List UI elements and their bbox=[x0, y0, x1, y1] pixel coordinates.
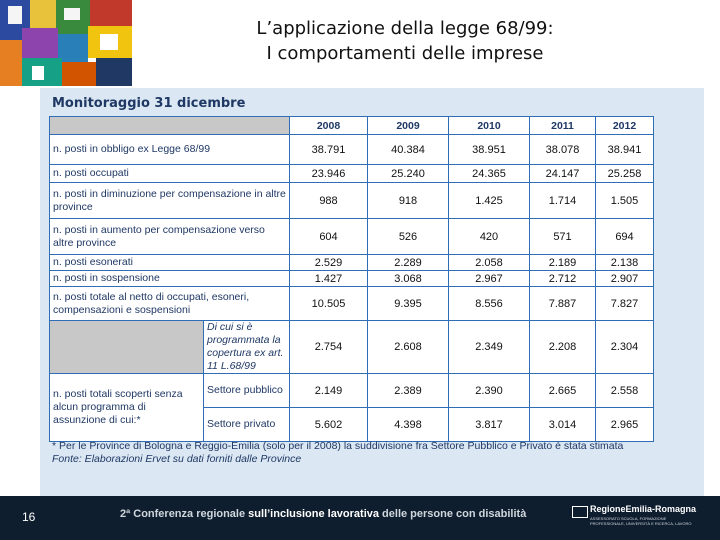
cell-value: 2.965 bbox=[596, 408, 654, 442]
gray-cell bbox=[50, 321, 204, 374]
year-header: 2009 bbox=[368, 117, 449, 135]
conference-prefix: 2ª Conferenza regionale bbox=[120, 508, 249, 520]
cell-value: 526 bbox=[368, 219, 449, 255]
cell-value: 2.558 bbox=[596, 374, 654, 408]
cell-value: 38.791 bbox=[290, 135, 368, 165]
cell-value: 2.529 bbox=[290, 255, 368, 271]
cell-value: 2.304 bbox=[596, 321, 654, 374]
cell-value: 1.714 bbox=[530, 183, 596, 219]
cell-value: 2.967 bbox=[449, 271, 530, 287]
conference-highlight: sull’inclusione lavorativa bbox=[248, 508, 379, 520]
row-label: n. posti in aumento per compensazione verso altre province bbox=[50, 219, 290, 255]
cell-value: 10.505 bbox=[290, 287, 368, 321]
cell-value: 25.258 bbox=[596, 165, 654, 183]
footnote: * Per le Province di Bologna e Reggio-Emilia (solo per il 2008) la suddivisione fra Settore Pubblico e Privato è stata stimata bbox=[52, 440, 624, 452]
cell-value: 420 bbox=[449, 219, 530, 255]
cell-value: 1.425 bbox=[449, 183, 530, 219]
header-row bbox=[50, 117, 654, 135]
year-header: 2008 bbox=[290, 117, 368, 135]
cell-value: 5.602 bbox=[290, 408, 368, 442]
table-row bbox=[50, 271, 654, 287]
cell-value: 9.395 bbox=[368, 287, 449, 321]
cell-value: 604 bbox=[290, 219, 368, 255]
year-header: 2012 bbox=[596, 117, 654, 135]
cell-value: 2.289 bbox=[368, 255, 449, 271]
cell-value: 2.390 bbox=[449, 374, 530, 408]
source-note: Fonte: Elaborazioni Ervet su dati forniti dalle Province bbox=[52, 453, 302, 465]
cell-value: 2.349 bbox=[449, 321, 530, 374]
table-row bbox=[50, 219, 654, 255]
table-row bbox=[50, 374, 654, 408]
page-title bbox=[180, 16, 630, 66]
cell-value: 2.149 bbox=[290, 374, 368, 408]
cell-value: 2.665 bbox=[530, 374, 596, 408]
cell-value: 2.389 bbox=[368, 374, 449, 408]
region-logo-subtext: ASSESSORATO SCUOLA, FORMAZIONE PROFESSIONALE, UNIVERSITÀ E RICERCA, LAVORO bbox=[590, 516, 692, 526]
cell-value: 8.556 bbox=[449, 287, 530, 321]
table-row bbox=[50, 135, 654, 165]
cell-value: 38.078 bbox=[530, 135, 596, 165]
row-label: Di cui si è programmata la copertura ex art. 11 L.68/99 bbox=[204, 321, 290, 374]
cell-value: 2.208 bbox=[530, 321, 596, 374]
conference-title bbox=[120, 508, 526, 520]
row-label: n. posti esonerati bbox=[50, 255, 290, 271]
page-number: 16 bbox=[22, 510, 36, 524]
cell-value: 40.384 bbox=[368, 135, 449, 165]
cell-value: 24.365 bbox=[449, 165, 530, 183]
table-row bbox=[50, 255, 654, 271]
table-row bbox=[50, 287, 654, 321]
cell-value: 694 bbox=[596, 219, 654, 255]
cell-value: 25.240 bbox=[368, 165, 449, 183]
cell-value: 2.907 bbox=[596, 271, 654, 287]
cell-value: 1.427 bbox=[290, 271, 368, 287]
region-logo-icon bbox=[572, 506, 588, 518]
monitoring-table bbox=[49, 116, 654, 442]
sector-label: Settore privato bbox=[204, 408, 290, 442]
table-row bbox=[50, 165, 654, 183]
header-corner bbox=[50, 117, 290, 135]
cell-value: 2.189 bbox=[530, 255, 596, 271]
table-row bbox=[50, 183, 654, 219]
cell-value: 2.754 bbox=[290, 321, 368, 374]
cell-value: 23.946 bbox=[290, 165, 368, 183]
cell-value: 988 bbox=[290, 183, 368, 219]
cell-value: 3.014 bbox=[530, 408, 596, 442]
row-label: n. posti in diminuzione per compensazione in altre province bbox=[50, 183, 290, 219]
table-notes bbox=[52, 440, 652, 466]
decorative-collage bbox=[0, 0, 132, 86]
cell-value: 38.941 bbox=[596, 135, 654, 165]
title-line-1: L’applicazione della legge 68/99: bbox=[256, 18, 554, 39]
table-row bbox=[50, 321, 654, 374]
cell-value: 38.951 bbox=[449, 135, 530, 165]
cell-value: 2.712 bbox=[530, 271, 596, 287]
cell-value: 7.827 bbox=[596, 287, 654, 321]
cell-value: 2.608 bbox=[368, 321, 449, 374]
row-label: n. posti in obbligo ex Legge 68/99 bbox=[50, 135, 290, 165]
cell-value: 1.505 bbox=[596, 183, 654, 219]
title-line-2: I comportamenti delle imprese bbox=[266, 43, 544, 64]
row-label: n. posti totale al netto di occupati, esoneri, compensazioni e sospensioni bbox=[50, 287, 290, 321]
row-label: n. posti occupati bbox=[50, 165, 290, 183]
cell-value: 918 bbox=[368, 183, 449, 219]
cell-value: 4.398 bbox=[368, 408, 449, 442]
cell-value: 2.058 bbox=[449, 255, 530, 271]
table-subtitle: Monitoraggio 31 dicembre bbox=[52, 96, 246, 111]
cell-value: 3.817 bbox=[449, 408, 530, 442]
year-header: 2011 bbox=[530, 117, 596, 135]
region-logo-text: RegioneEmilia-Romagna bbox=[590, 504, 697, 514]
row-label: n. posti totali scoperti senza alcun programma di assunzione di cui:* bbox=[50, 374, 204, 442]
year-header: 2010 bbox=[449, 117, 530, 135]
cell-value: 24.147 bbox=[530, 165, 596, 183]
conference-suffix: delle persone con disabilità bbox=[379, 508, 527, 520]
cell-value: 571 bbox=[530, 219, 596, 255]
cell-value: 7.887 bbox=[530, 287, 596, 321]
row-label: n. posti in sospensione bbox=[50, 271, 290, 287]
region-logo bbox=[572, 504, 697, 534]
sector-label: Settore pubblico bbox=[204, 374, 290, 408]
cell-value: 2.138 bbox=[596, 255, 654, 271]
cell-value: 3.068 bbox=[368, 271, 449, 287]
